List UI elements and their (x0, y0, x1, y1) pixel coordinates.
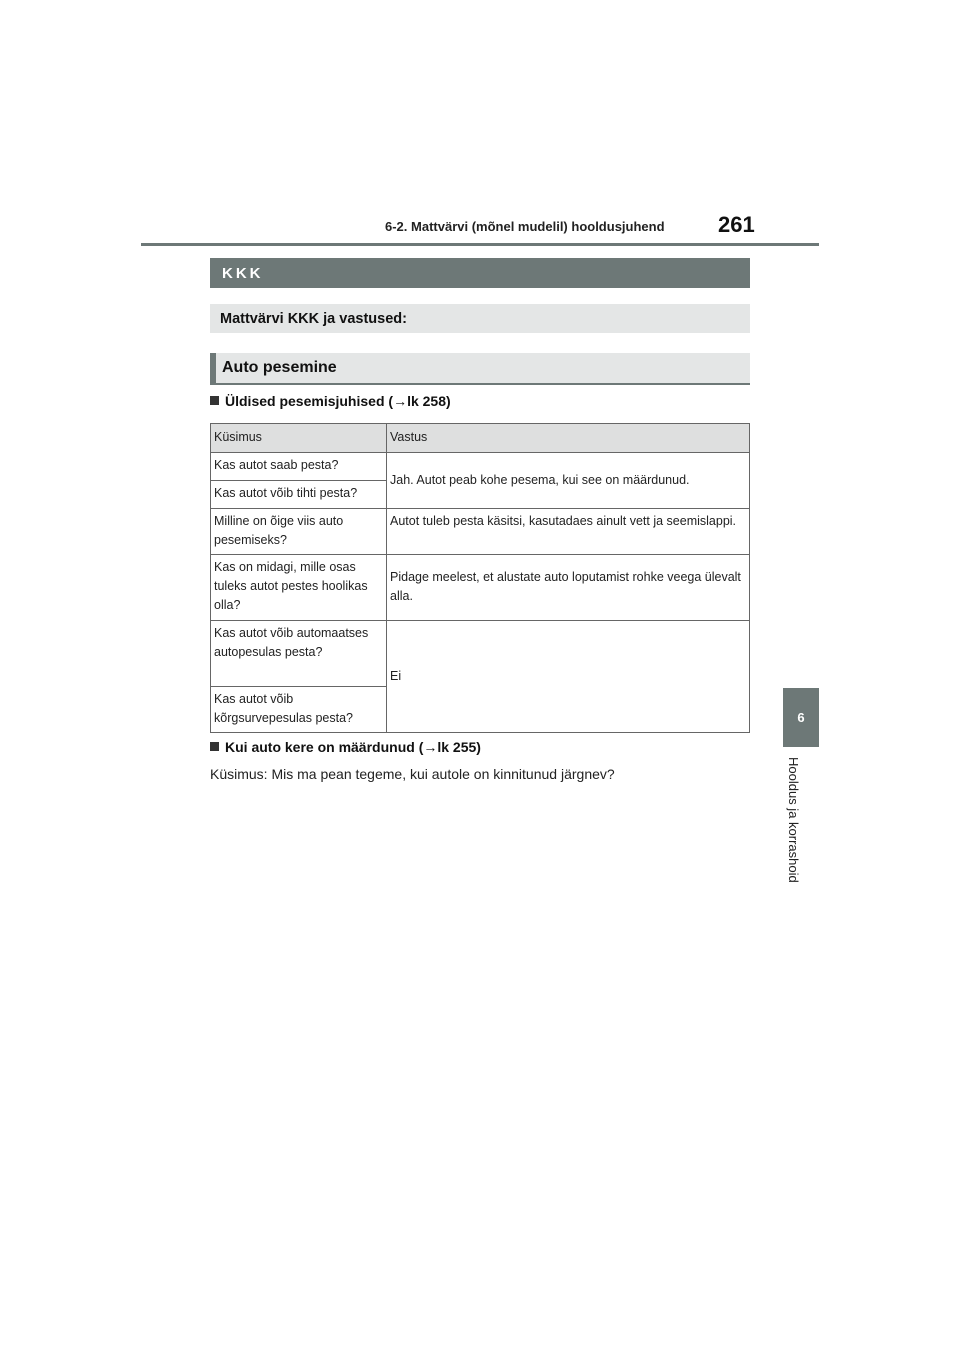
kkk-title: KKK (222, 264, 264, 282)
question-cell: Kas autot võib automaatses autopesulas pesta? (211, 621, 387, 687)
page-reference-link[interactable]: lk 258) (407, 393, 451, 409)
arrow-right-icon: → (423, 739, 438, 755)
question-cell: Kas autot saab pesta? (211, 453, 387, 481)
answer-cell: Pidage meelest, et alustate auto loputamist rohke veega ülevalt alla. (387, 555, 750, 621)
subheading-text: Kui auto kere on määrdunud ( (225, 739, 424, 755)
table-header-row (211, 424, 750, 453)
section-heading-bar (210, 353, 750, 385)
table-row (211, 453, 750, 481)
answer-cell: Autot tuleb pesta käsitsi, kasutadaes ainult vett ja seemislappi. (387, 509, 750, 555)
square-bullet-icon (210, 742, 219, 751)
subtitle-bar (210, 304, 750, 333)
subtitle: Mattvärvi KKK ja vastused: (220, 310, 407, 327)
header-answer: Vastus (387, 424, 750, 453)
table-row (211, 621, 750, 687)
chapter-tab[interactable] (783, 688, 819, 747)
section-header-title: 6-2. Mattvärvi (mõnel mudelil) hooldusjuhend (385, 219, 665, 234)
subheading-text: Üldised pesemisjuhised ( (225, 393, 394, 409)
arrow-right-icon: → (393, 393, 408, 409)
question-cell: Kas autot võib kõrgsurvepesulas pesta? (211, 687, 387, 733)
question-cell: Milline on õige viis auto pesemiseks? (211, 509, 387, 555)
square-bullet-icon (210, 396, 219, 405)
kkk-title-bar (210, 258, 750, 288)
chapter-number: 6 (797, 710, 805, 725)
subheading-general-washing (210, 393, 451, 409)
faq-table (210, 423, 750, 733)
question-paragraph: Küsimus: Mis ma pean tegeme, kui autole on kinnitunud järgnev? (210, 766, 615, 782)
question-cell: Kas autot võib tihti pesta? (211, 481, 387, 509)
question-cell: Kas on midagi, mille osas tuleks autot pestes hoolikas olla? (211, 555, 387, 621)
page-number: 261 (718, 212, 755, 237)
answer-cell: Jah. Autot peab kohe pesema, kui see on määrdunud. (387, 453, 750, 509)
header-question: Küsimus (211, 424, 387, 453)
header-divider (141, 243, 819, 246)
chapter-label: Hooldus ja korrashoid (786, 757, 801, 883)
section-heading: Auto pesemine (222, 359, 337, 376)
table-row (211, 509, 750, 555)
page-reference-link[interactable]: lk 255) (437, 739, 481, 755)
subheading-dirty-body (210, 739, 481, 755)
answer-cell: Ei (387, 621, 750, 733)
table-row (211, 555, 750, 621)
